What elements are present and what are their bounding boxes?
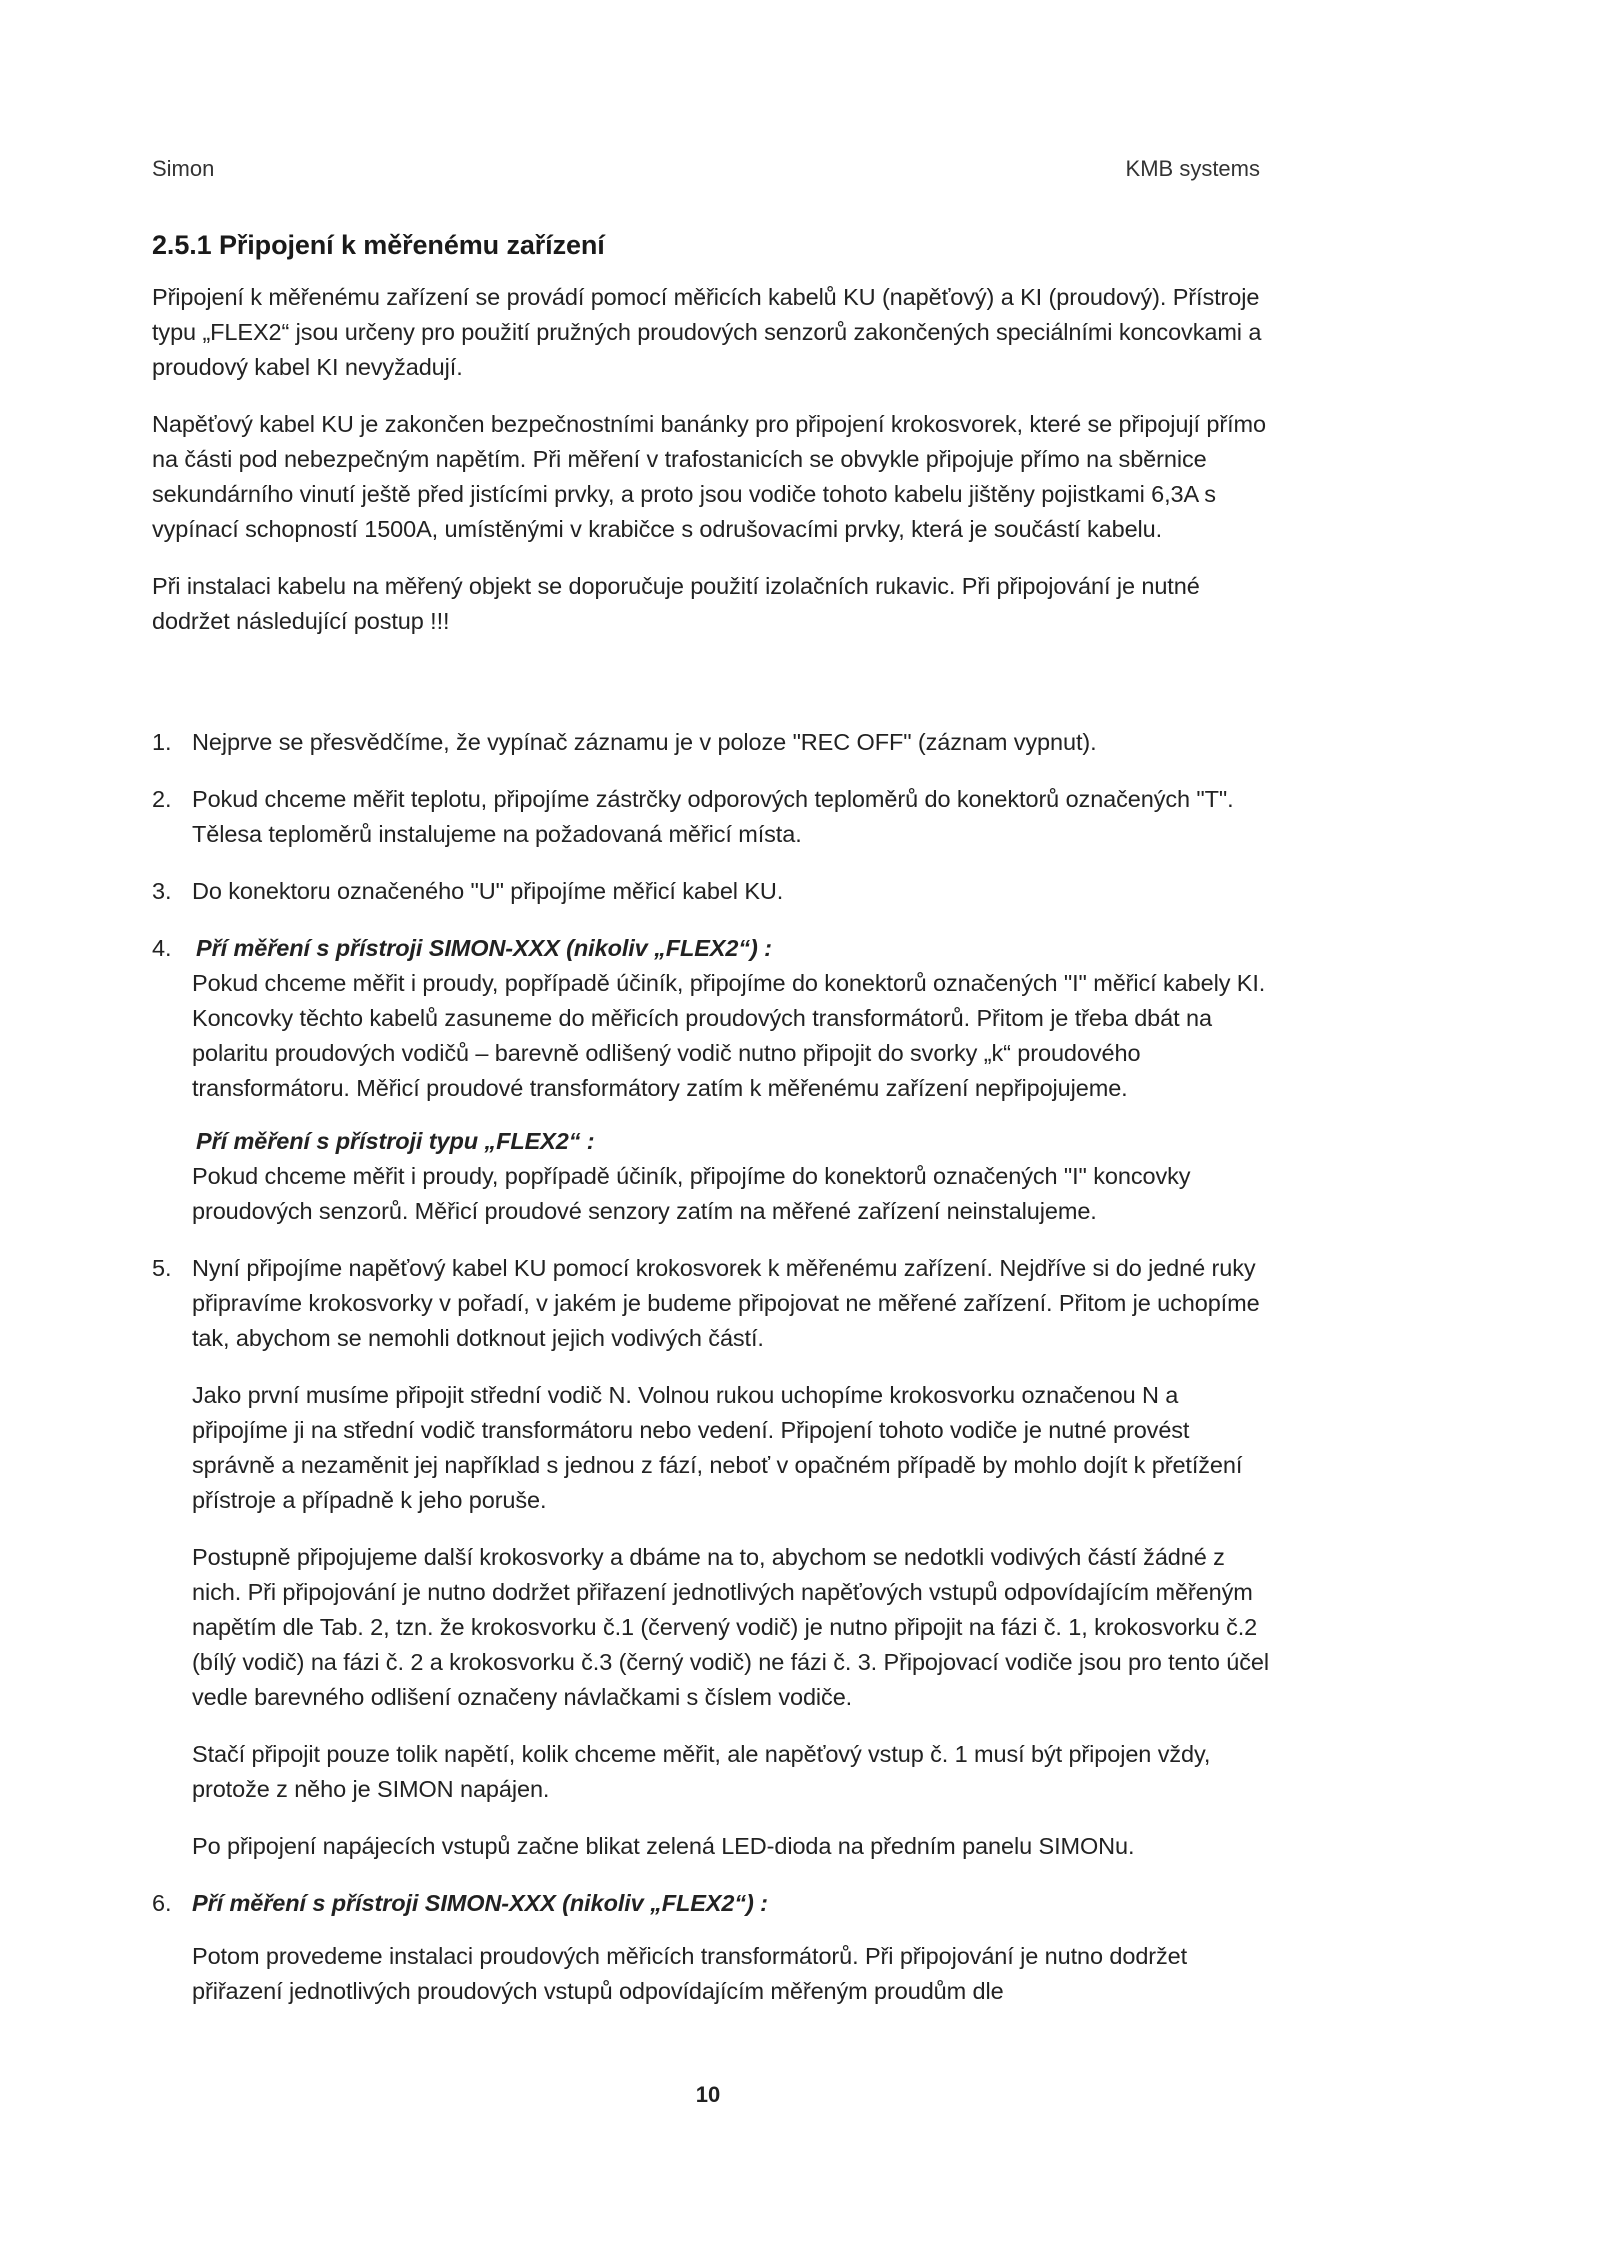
step-number: 6. bbox=[152, 1890, 172, 1916]
step-item bbox=[152, 782, 1272, 852]
step-item bbox=[152, 874, 1272, 909]
step-subheading: Pří měření s přístroji typu „FLEX2“ : bbox=[196, 1128, 595, 1154]
step-paragraph: Nyní připojíme napěťový kabel KU pomocí krokosvorek k měřenému zařízení. Nejdříve si do jedné ruky připravíme krokosvorky v pořadí, v jakém je budeme připojovat ne měřené zařízení. Přitom je uchopíme tak, abychom se nemohli dotknout jejich vodivých částí. bbox=[192, 1255, 1260, 1351]
spacer bbox=[152, 661, 1272, 725]
step-text: Potom provedeme instalaci proudových měřicích transformátorů. Při připojování je nutno dodržet přiřazení jednotlivých proudových vstupů odpovídajícím měřeným proudům dle bbox=[192, 1943, 1188, 2004]
step-subtext: Pokud chceme měřit i proudy, popřípadě účiník, připojíme do konektorů označených "I" koncovky proudových senzorů. Měřicí proudové senzory zatím na měřené zařízení neinstalujeme. bbox=[192, 1163, 1191, 1224]
header-right: KMB systems bbox=[1125, 156, 1260, 181]
step-item bbox=[152, 725, 1272, 760]
step-number: 1. bbox=[152, 729, 172, 755]
body-paragraph: Napěťový kabel KU je zakončen bezpečnostními banánky pro připojení krokosvorek, které se připojují přímo na části pod nebezpečným napětím. Při měření v trafostanicích se obvykle připojuje přímo na sběrnice sekundárního vinutí ještě před jistícími prvky, a proto jsou vodiče tohoto kabelu jištěny pojistkami 6,3A s vypínací schopností 1500A, umístěnými v krabičce s odrušovacími prvky, která je součástí kabelu. bbox=[152, 411, 1266, 542]
step-number: 2. bbox=[152, 786, 172, 812]
step-number: 4. bbox=[152, 935, 172, 961]
step-heading: Pří měření s přístroji SIMON-XXX (nikoliv „FLEX2“) : bbox=[196, 935, 772, 961]
step-text: Do konektoru označeného "U" připojíme měřicí kabel KU. bbox=[192, 878, 784, 904]
step-item bbox=[152, 1251, 1272, 1864]
step-subsection bbox=[192, 1124, 1272, 1229]
step-paragraph: Jako první musíme připojit střední vodič N. Volnou rukou uchopíme krokosvorku označenou N a připojíme ji na střední vodič transformátoru nebo vedení. Připojení tohoto vodiče je nutné provést správně a nezaměnit jej například s jednou z fází, neboť v opačném případě by mohlo dojít k přetížení přístroje a případně k jeho poruše. bbox=[192, 1382, 1243, 1513]
step-heading: Pří měření s přístroji SIMON-XXX (nikoliv „FLEX2“) : bbox=[192, 1890, 768, 1916]
step-paragraph: Stačí připojit pouze tolik napětí, kolik chceme měřit, ale napěťový vstup č. 1 musí být připojen vždy, protože z něho je SIMON napájen. bbox=[192, 1741, 1211, 1802]
step-text: Nejprve se přesvědčíme, že vypínač záznamu je v poloze "REC OFF" (záznam vypnut). bbox=[192, 729, 1097, 755]
step-text: Pokud chceme měřit teplotu, připojíme zástrčky odporových teploměrů do konektorů označených "T". Tělesa teploměrů instalujeme na požadovaná měřicí místa. bbox=[192, 786, 1234, 847]
procedure-steps bbox=[152, 725, 1272, 2009]
page-content bbox=[152, 228, 1272, 2031]
body-paragraph: Při instalaci kabelu na měřený objekt se doporučuje použití izolačních rukavic. Při připojování je nutné dodržet následující postup !!! bbox=[152, 573, 1200, 634]
intro-paragraph: Připojení k měřenému zařízení se provádí pomocí měřicích kabelů KU (napěťový) a KI (proudový). Přístroje typu „FLEX2“ jsou určeny pro použití pružných proudových senzorů zakončených speciálními koncovkami a proudový kabel KI nevyžadují. bbox=[152, 284, 1262, 380]
step-item bbox=[152, 1886, 1272, 2009]
header-left: Simon bbox=[152, 156, 215, 181]
step-paragraph: Po připojení napájecích vstupů začne blikat zelená LED-dioda na předním panelu SIMONu. bbox=[192, 1833, 1135, 1859]
step-item bbox=[152, 931, 1272, 1229]
page-number: 10 bbox=[695, 2082, 721, 2107]
step-number: 3. bbox=[152, 878, 172, 904]
step-text: Pokud chceme měřit i proudy, popřípadě účiník, připojíme do konektorů označených "I" měřicí kabely KI. Koncovky těchto kabelů zasuneme do měřicích proudových transformátorů. Přitom je třeba dbát na polaritu proudových vodičů – barevně odlišený vodič nutno připojit do svorky „k“ proudového transformátoru. Měřicí proudové transformátory zatím k měřenému zařízení nepřipojujeme. bbox=[192, 970, 1266, 1101]
section-title: 2.5.1 Připojení k měřenému zařízení bbox=[152, 230, 605, 260]
step-number: 5. bbox=[152, 1255, 172, 1281]
step-paragraph: Postupně připojujeme další krokosvorky a dbáme na to, abychom se nedotkli vodivých částí žádné z nich. Při připojování je nutno dodržet přiřazení jednotlivých napěťových vstupů odpovídajícím měřeným napětím dle Tab. 2, tzn. že krokosvorku č.1 (červený vodič) je nutno připojit na fázi č. 1, krokosvorku č.2 (bílý vodič) na fázi č. 2 a krokosvorku č.3 (černý vodič) ne fázi č. 3. Připojovací vodiče jsou pro tento účel vedle barevného odlišení označeny návlačkami s číslem vodiče. bbox=[192, 1544, 1270, 1710]
